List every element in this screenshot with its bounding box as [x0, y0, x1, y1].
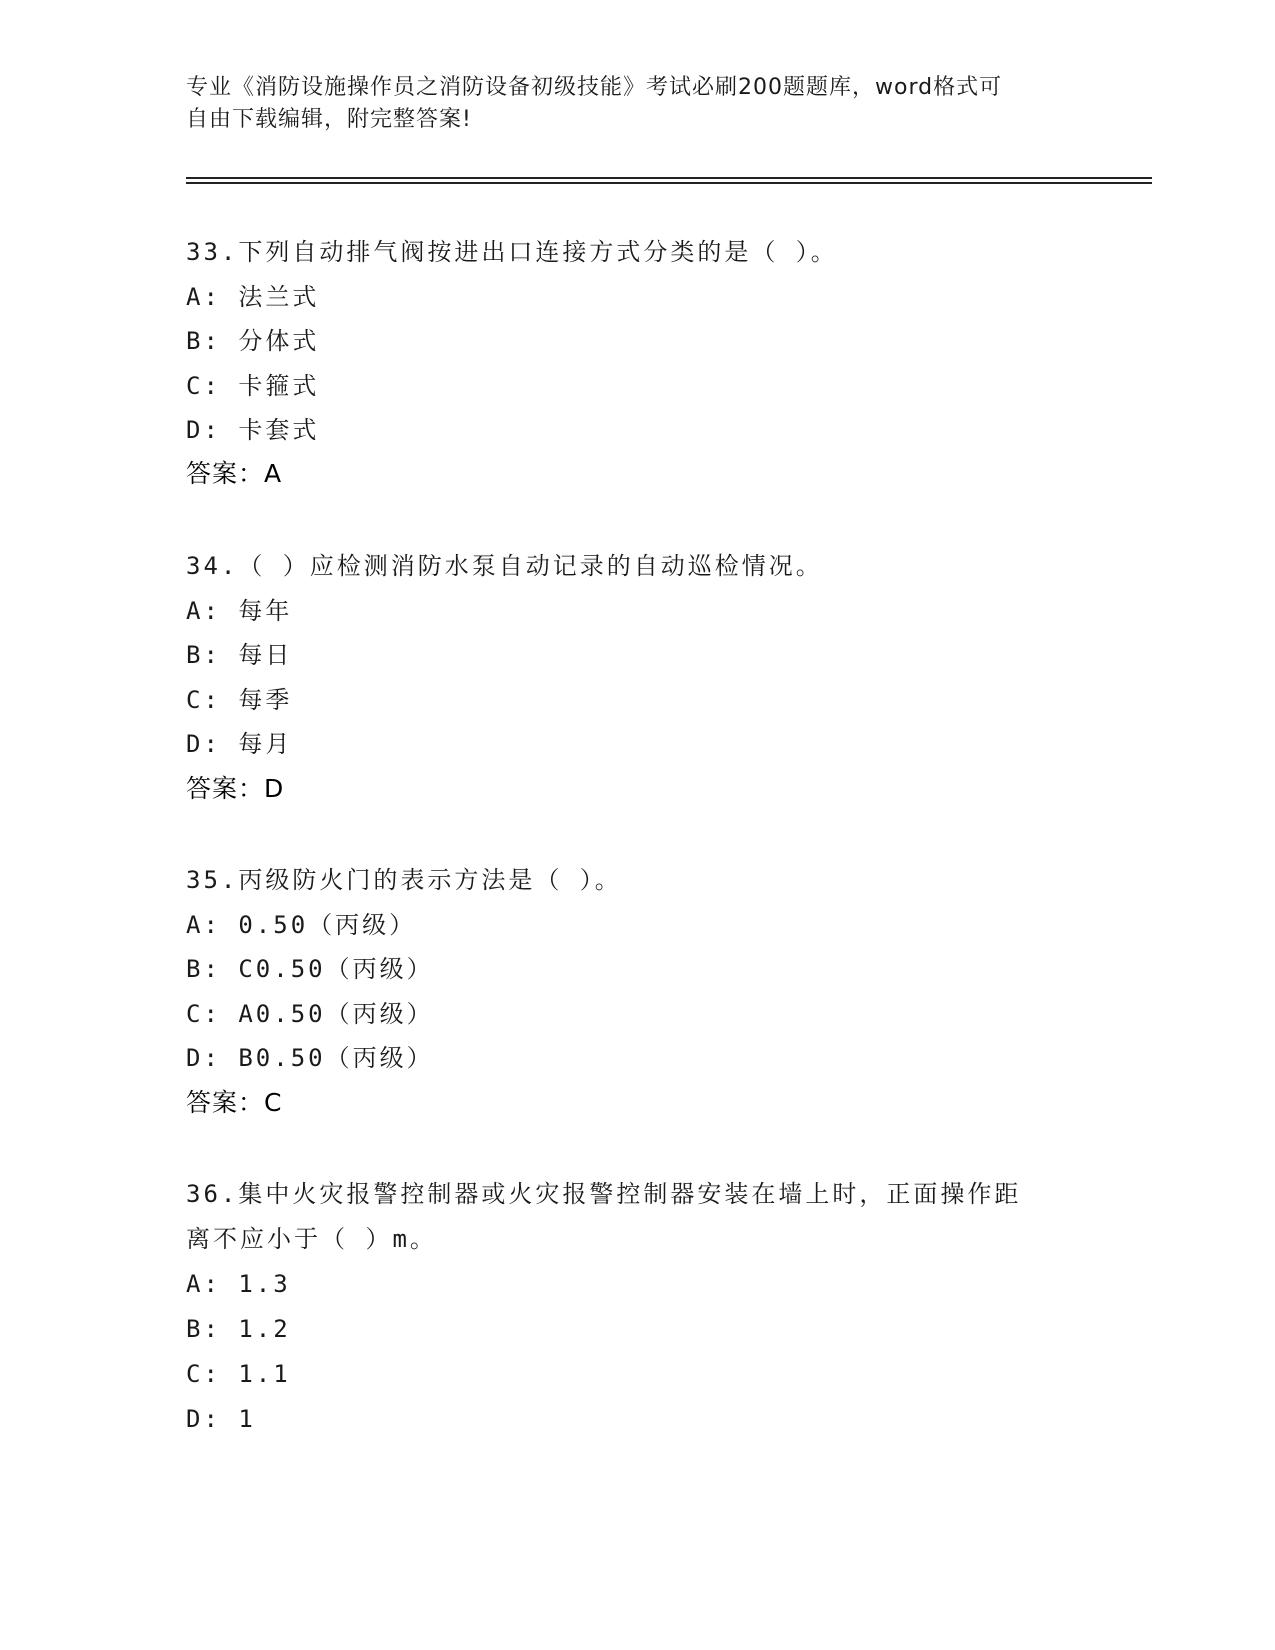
header-divider-bottom: [186, 182, 1152, 184]
document-header: [186, 72, 1066, 136]
question-35-option-d: D: B0.50（丙级）: [186, 1044, 434, 1072]
question-34-option-d: D: 每月: [186, 730, 293, 758]
question-34-option-a: A: 每年: [186, 597, 293, 625]
question-34-answer: 答案：D: [186, 774, 285, 803]
question-35-answer: 答案：C: [186, 1088, 283, 1117]
question-33-option-b: B: 分体式: [186, 327, 320, 355]
question-33-option-c: C: 卡箍式: [186, 372, 320, 400]
question-33-answer: 答案：A: [186, 459, 283, 488]
question-33-option-d: D: 卡套式: [186, 416, 320, 444]
header-divider-top: [186, 177, 1152, 179]
header-line-2: 自由下载编辑，附完整答案!: [186, 107, 472, 132]
question-36-option-b: B: 1.2: [186, 1315, 291, 1343]
question-36-stem-line-1: 36.集中火灾报警控制器或火灾报警控制器安装在墙上时，正面操作距: [186, 1180, 1022, 1208]
question-34-option-b: B: 每日: [186, 641, 293, 669]
question-36-option-d: D: 1: [186, 1405, 256, 1433]
header-line-1: 专业《消防设施操作员之消防设备初级技能》考试必刷200题题库，word格式可: [186, 75, 1003, 100]
question-33-option-a: A: 法兰式: [186, 283, 320, 311]
question-33-stem: 33.下列自动排气阀按进出口连接方式分类的是（ ）。: [186, 238, 838, 266]
question-35-stem: 35.丙级防火门的表示方法是（ ）。: [186, 866, 622, 894]
question-35-option-c: C: A0.50（丙级）: [186, 1000, 434, 1028]
question-35-option-a: A: 0.50（丙级）: [186, 911, 417, 939]
question-36-option-a: A: 1.3: [186, 1270, 291, 1298]
question-34-stem: 34.（ ）应检测消防水泵自动记录的自动巡检情况。: [186, 552, 823, 580]
question-36-stem-line-2: 离不应小于（ ）m。: [186, 1225, 437, 1253]
question-36-option-c: C: 1.1: [186, 1360, 291, 1388]
question-35-option-b: B: C0.50（丙级）: [186, 955, 434, 983]
question-34-option-c: C: 每季: [186, 686, 293, 714]
